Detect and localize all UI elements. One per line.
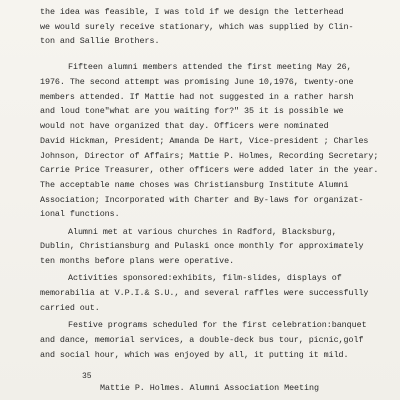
text-line: and dance, memorial services, a double-deck bus tour, picnic,golf — [40, 334, 364, 345]
text-line: Carrie Price Treasurer, other officers were added later in the year. — [40, 165, 379, 176]
text-line: David Hickman, President; Amanda De Hart, Vice-president ; Charles — [40, 135, 369, 146]
text-line: memorabilia at V.P.I.& S.U., and several raffles were successfully — [40, 288, 369, 299]
text-line: Dublin, Christiansburg and Pulaski once monthly for approximately — [40, 241, 364, 252]
text-line: and loud tone"what are you waiting for?" 35 it is possible we — [40, 106, 344, 117]
paragraph-first-line: Festive programs scheduled for the first celebration:banquet — [68, 320, 367, 331]
paragraph-first-line: Fifteen alumni members attended the first meeting May 26, — [68, 62, 352, 73]
text-line: would not have organized that day. Officers were nominated — [40, 121, 329, 132]
text-line: and social hour, which was enjoyed by all, it putting it mild. — [40, 349, 349, 360]
text-line: the idea was feasible, I was told if we design the letterhead — [40, 7, 344, 17]
footnote-number: 35 — [82, 372, 92, 381]
text-line: Association; Incorporated with Charter and By-laws for organizat- — [40, 194, 364, 205]
text-line: ten months before plans were operative. — [40, 256, 235, 267]
footnote-text: Mattie P. Holmes. Alumni Association Meeting — [100, 383, 319, 393]
text-line: ton and Sallie Brothers. — [40, 36, 160, 47]
paragraph-first-line: Alumni met at various churches in Radford, Blacksburg, — [68, 226, 337, 237]
text-line: carried out. — [40, 302, 100, 313]
text-line: Johnson, Director of Affairs; Mattie P. Holmes, Recording Secretary; — [40, 150, 379, 161]
text-line: members attended. If Mattie had not suggested in a rather harsh — [40, 91, 354, 102]
paragraph-first-line: Activities sponsored:exhibits, film-slides, displays of — [68, 273, 342, 284]
text-line: ional functions. — [40, 209, 120, 220]
text-line: we would surely receive stationary, which was supplied by Clin- — [40, 21, 354, 32]
text-line: The acceptable name choses was Christiansburg Institute Alumni — [40, 180, 349, 190]
text-line: 1976. The second attempt was promising June 10,1976, twenty-one — [40, 77, 354, 88]
